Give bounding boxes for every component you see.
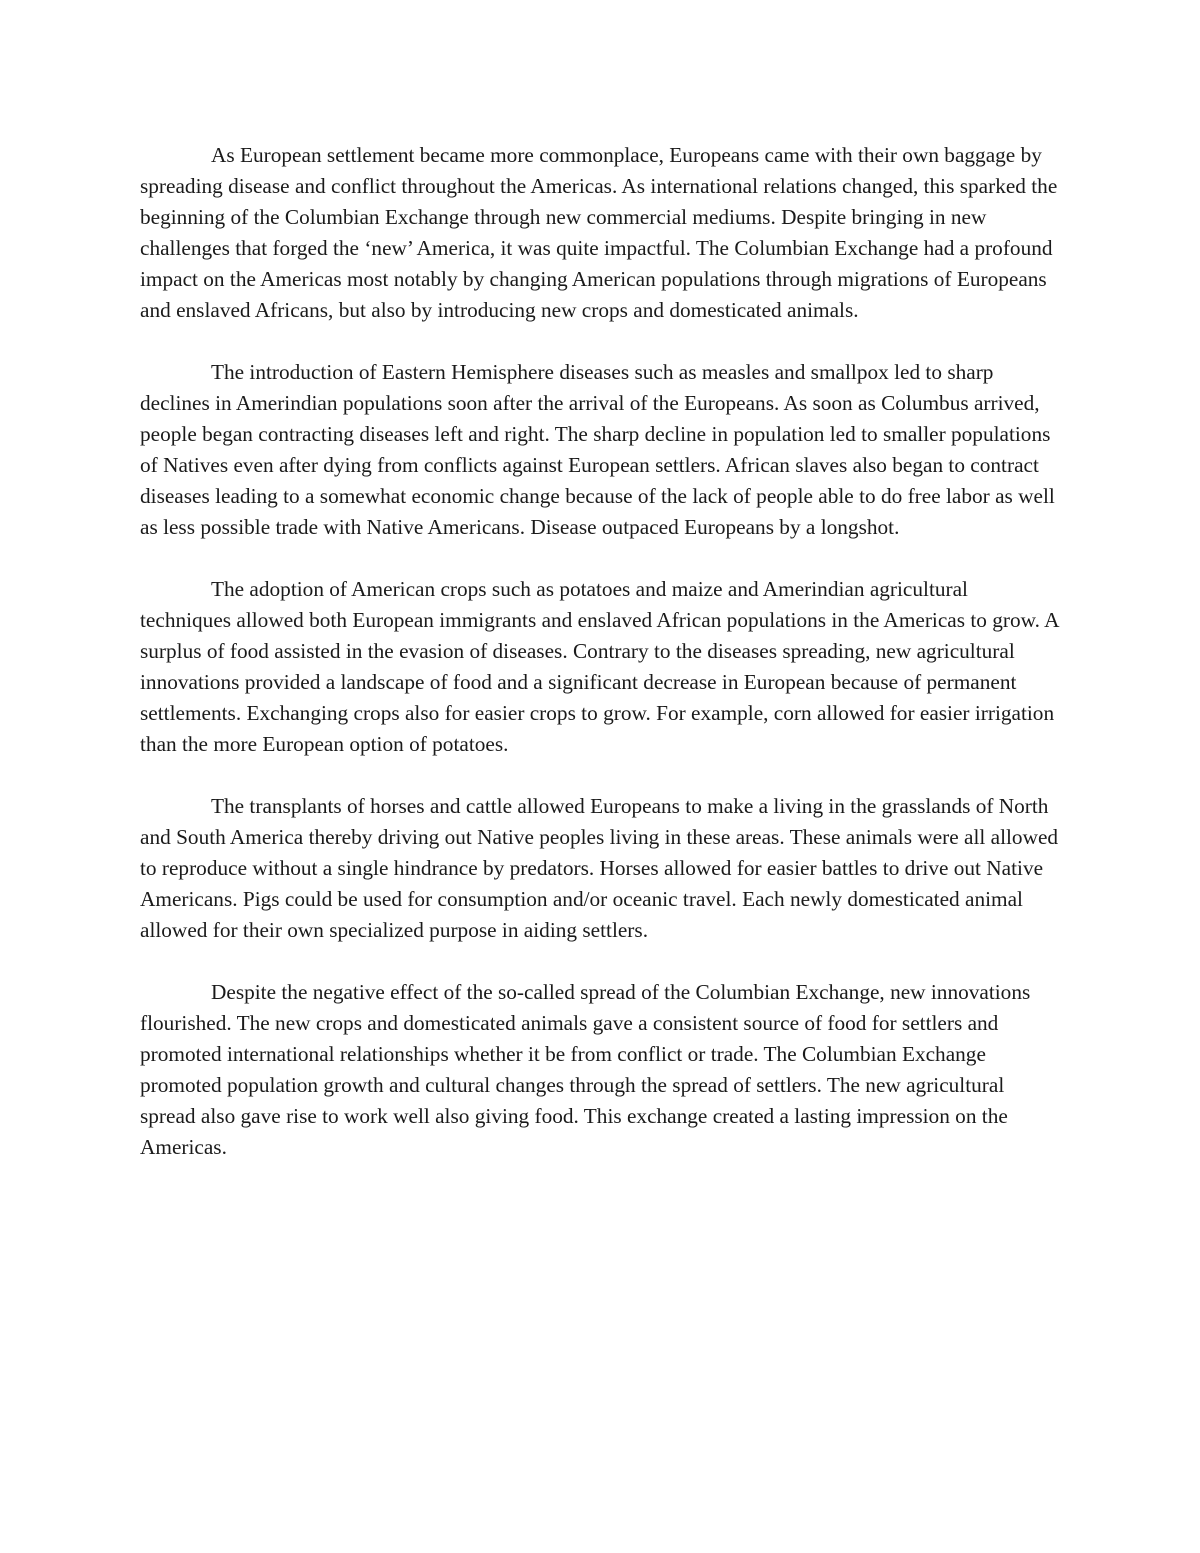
paragraph-5: Despite the negative effect of the so-called spread of the Columbian Exchange, new innovations flourished. The new crops and domesticated animals gave a consistent source of food for settlers and promoted international relationships whether it be from conflict or trade. The Columbian Exchange promoted population growth and cultural changes through the spread of settlers. The new agricultural spread also gave rise to work well also giving food. This exchange created a lasting impression on the Americas. [140,980,1031,1159]
paragraph-2: The introduction of Eastern Hemisphere diseases such as measles and smallpox led to sharp declines in Amerindian populations soon after the arrival of the Europeans. As soon as Columbus arrived, people began contracting diseases left and right. The sharp decline in population led to smaller populations of Natives even after dying from conflicts against European settlers. African slaves also began to contract diseases leading to a somewhat economic change because of the lack of people able to do free labor as well as less possible trade with Native Americans. Disease outpaced Europeans by a longshot. [140,360,1055,539]
paragraph-1: As European settlement became more commonplace, Europeans came with their own baggage by spreading disease and conflict throughout the Americas. As international relations changed, this sparked the beginning of the Columbian Exchange through new commercial mediums. Despite bringing in new challenges that forged the ‘new’ America, it was quite impactful. The Columbian Exchange had a profound impact on the Americas most notably by changing American populations through migrations of Europeans and enslaved Africans, but also by introducing new crops and domesticated animals. [140,143,1058,322]
paragraph-4: The transplants of horses and cattle allowed Europeans to make a living in the grasslands of North and South America thereby driving out Native peoples living in these areas. These animals were all allowed to reproduce without a single hindrance by predators. Horses allowed for easier battles to drive out Native Americans. Pigs could be used for consumption and/or oceanic travel. Each newly domesticated animal allowed for their own specialized purpose in aiding settlers. [140,794,1059,942]
essay-body [140,140,1062,1194]
paragraph-3: The adoption of American crops such as potatoes and maize and Amerindian agricultural techniques allowed both European immigrants and enslaved African populations in the Americas to grow. A surplus of food assisted in the evasion of diseases. Contrary to the diseases spreading, new agricultural innovations provided a landscape of food and a significant decrease in European because of permanent settlements. Exchanging crops also for easier crops to grow. For example, corn allowed for easier irrigation than the more European option of potatoes. [140,577,1059,756]
